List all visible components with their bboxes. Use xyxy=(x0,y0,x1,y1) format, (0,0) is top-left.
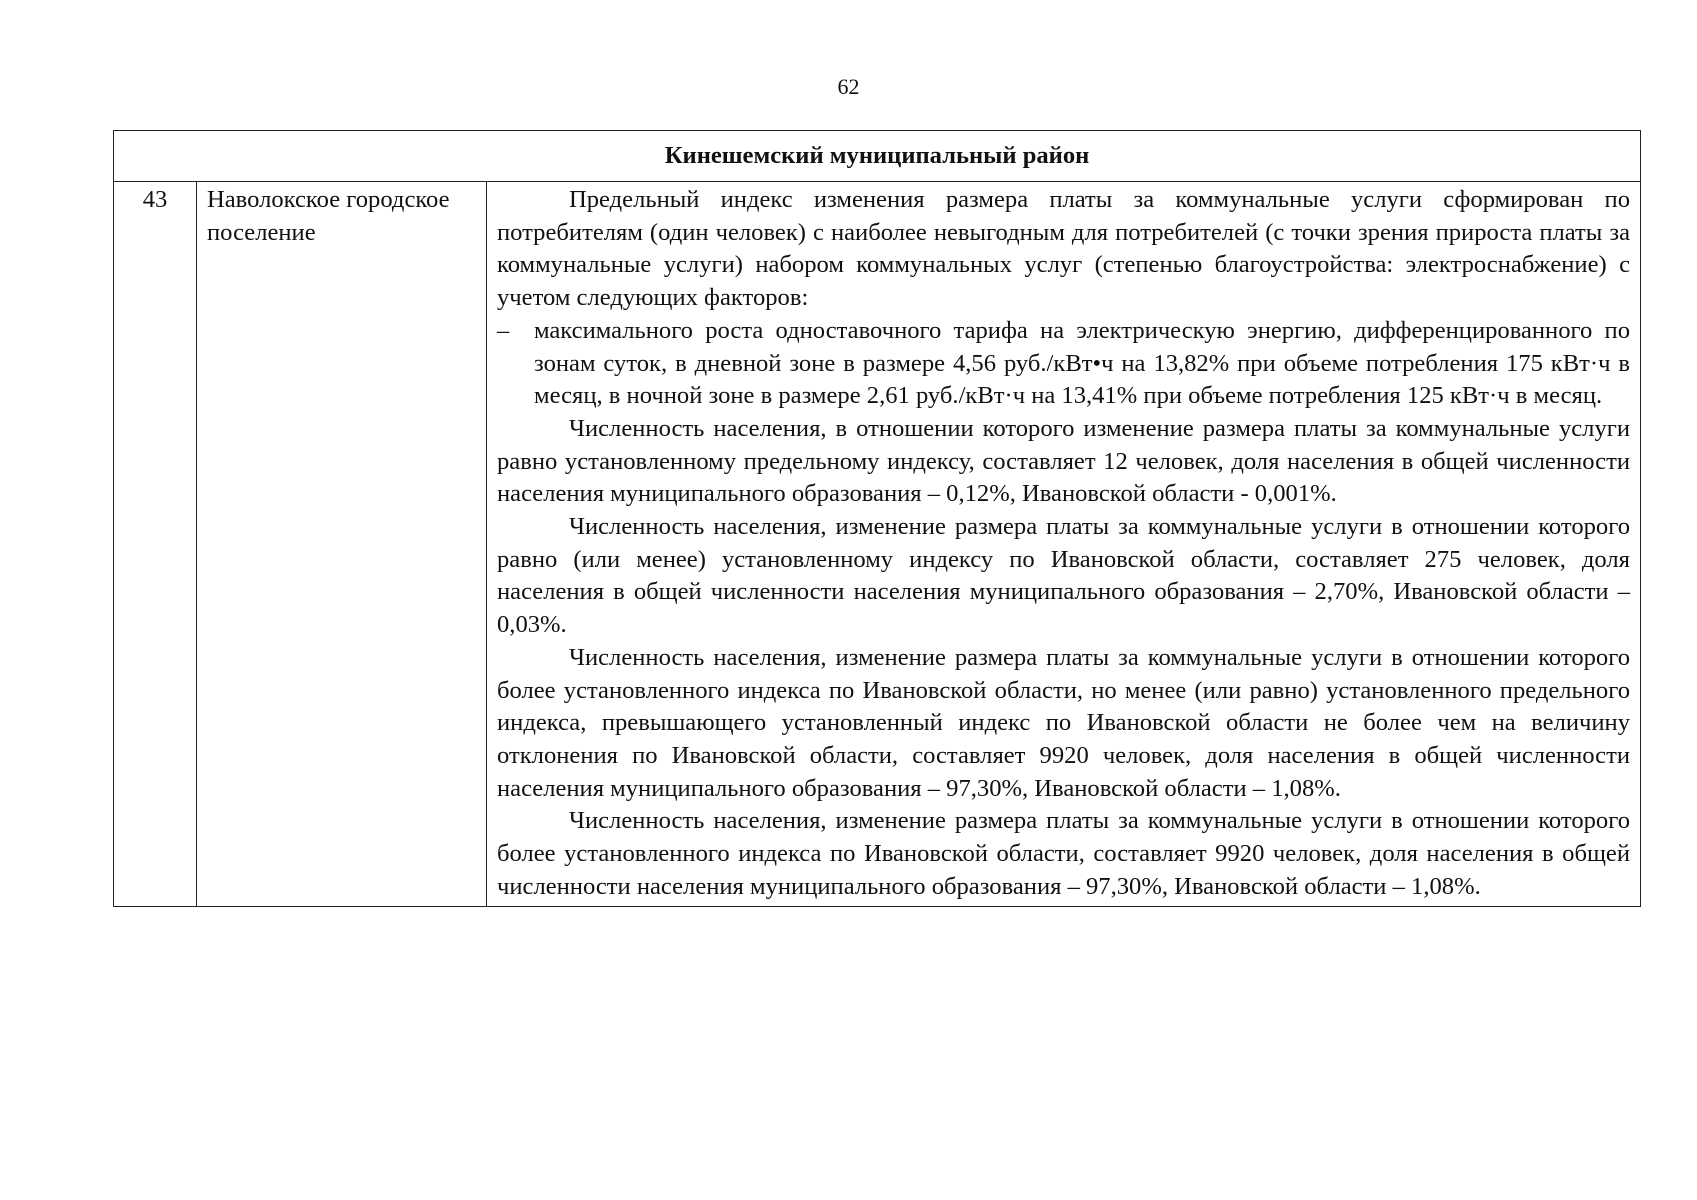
population-paragraph-3: Численность населения, изменение размера платы за коммунальные услуги в отношении которого более установленного индекса по Ивановской области, но менее (или равно) установленного предельного индекса, превышающего установленный индекс по Ивановской области не более чем на величину отклонения по Ивановской области, составляет 9920 человек, доля населения в общей численности населения муниципального образования – 97,30%, Ивановской области – 1,08%. xyxy=(497,643,1630,802)
dash-marker: – xyxy=(497,316,510,344)
table-row xyxy=(114,182,1641,907)
municipal-table xyxy=(113,130,1641,907)
population-paragraph-2: Численность населения, изменение размера платы за коммунальные услуги в отношении которого равно (или менее) установленному индексу по Ивановской области, составляет 275 человек, доля населения в общей численности населения муниципального образования – 2,70%, Ивановской области – 0,03%. xyxy=(497,513,1630,639)
description-cell xyxy=(487,182,1641,907)
population-paragraph-1: Численность населения, в отношении которого изменение размера платы за коммунальные услуги равно установленному предельному индексу, составляет 12 человек, доля населения в общей численности населения муниципального образования – 0,12%, Ивановской области - 0,001%. xyxy=(497,414,1630,508)
factor-list-item xyxy=(497,315,1630,413)
intro-paragraph: Предельный индекс изменения размера платы за коммунальные услуги сформирован по потребителям (один человек) с наиболее невыгодным для потребителей (с точки зрения прироста платы за коммунальные услуги) набором коммунальных услуг (степенью благоустройства: электроснабжение) с учетом следующих факторов: xyxy=(497,186,1630,312)
district-header: Кинешемский муниципальный район xyxy=(114,131,1641,182)
population-paragraph-4: Численность населения, изменение размера платы за коммунальные услуги в отношении которого более установленного индекса по Ивановской области, составляет 9920 человек, доля населения в общей численности населения муниципального образования – 97,30%, Ивановской области – 1,08%. xyxy=(497,807,1630,900)
district-header-row xyxy=(114,131,1641,182)
settlement-name: Наволокское городское поселение xyxy=(197,182,487,907)
row-number: 43 xyxy=(114,182,197,907)
page-number: 62 xyxy=(837,74,860,99)
factor-text: максимального роста одноставочного тарифа на электрическую энергию, дифференцированного по зонам суток, в дневной зоне в размере 4,56 руб./кВт•ч на 13,82% при объеме потребления 175 кВт·ч в месяц, в ночной зоне в размере 2,61 руб./кВт·ч на 13,41% при объеме потребления 125 кВт·ч в месяц. xyxy=(534,316,1630,410)
